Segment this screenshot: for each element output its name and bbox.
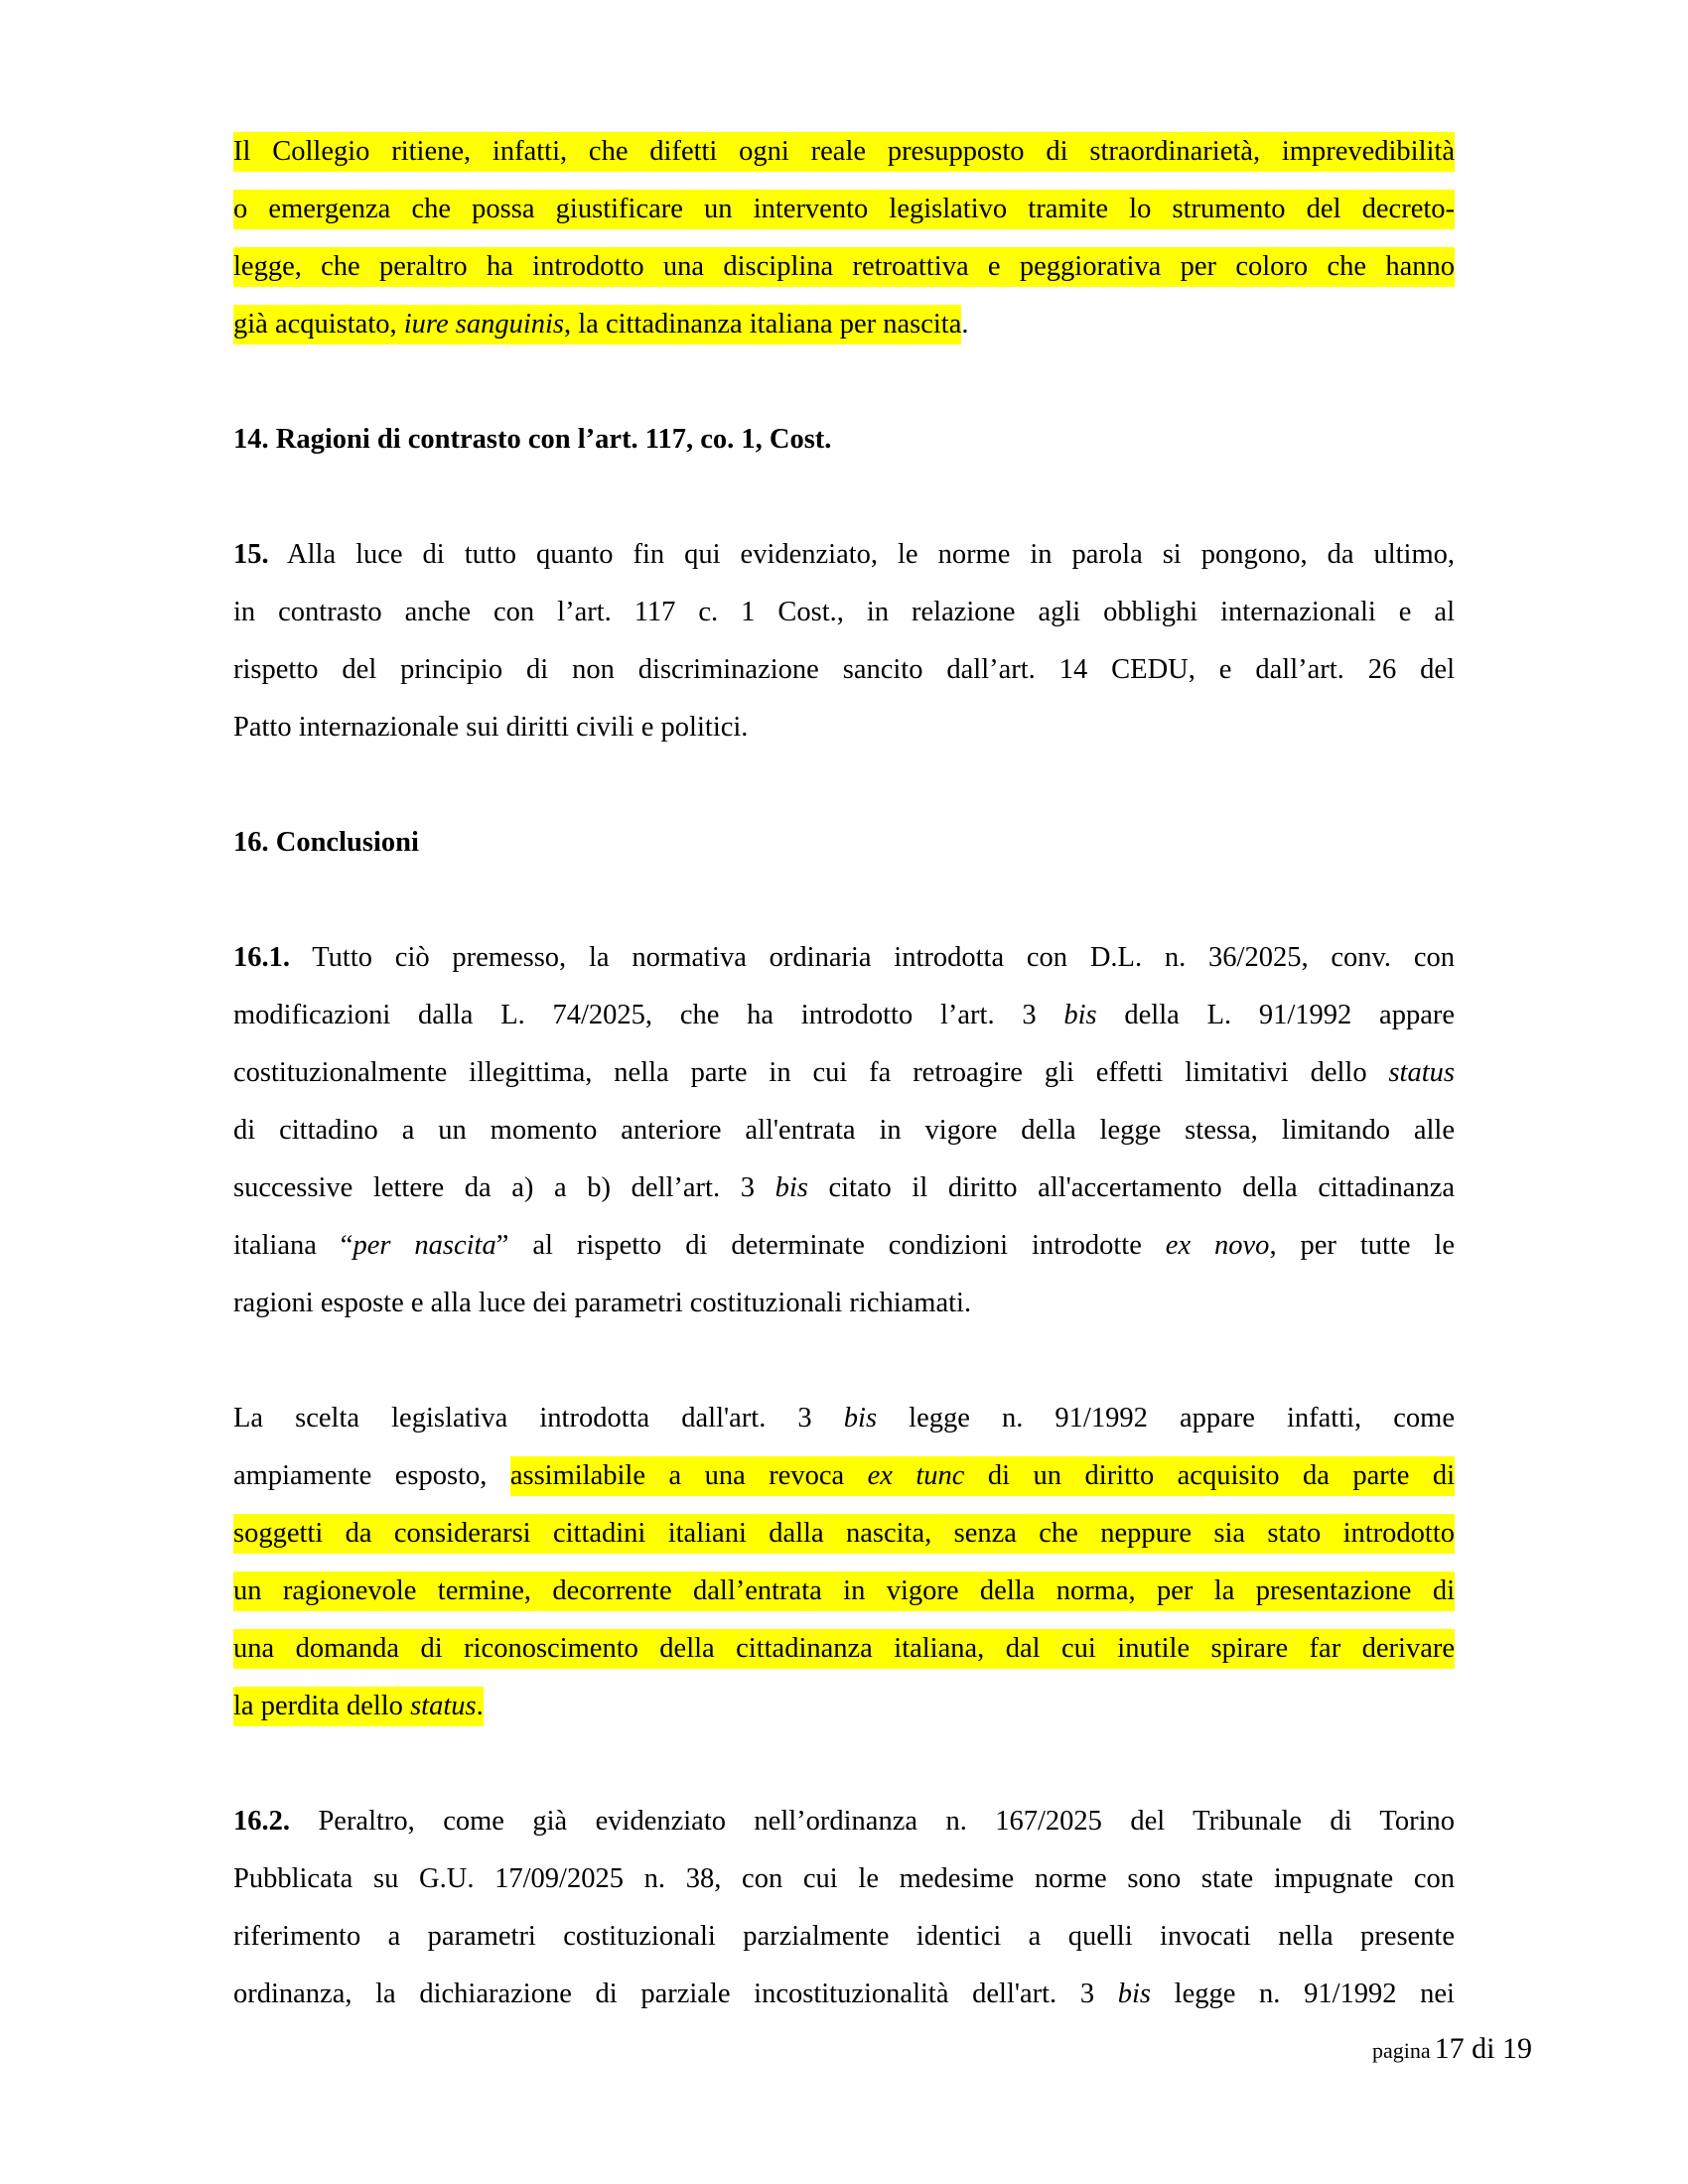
highlighted-text: status [410,1687,477,1726]
highlighted-text: iure sanguinis [404,305,564,344]
text-segment: 14. Ragioni di contrasto con l’art. 117, co. 1, Cost. [233,424,832,455]
text-line [233,641,1455,699]
text-segment: riferimento a parametri costituzionali parzialmente identici a quelli invocati nella presente [233,1921,1455,1952]
text-segment: bis [1063,1000,1097,1030]
highlighted-text: la perdita dello [233,1687,410,1726]
highlighted-text: . [477,1687,484,1726]
text-line [233,123,1455,181]
text-segment: modificazioni dalla L. 74/2025, che ha introdotto l’art. 3 [233,1000,1064,1030]
text-segment: , per tutte le [1269,1230,1455,1261]
paragraph-16-2 [233,1793,1455,2023]
text-segment: bis [1117,1979,1152,2009]
text-segment: ex novo [1165,1230,1270,1261]
text-line [233,1102,1455,1160]
text-line [233,1217,1455,1275]
highlighted-text: soggetti da considerarsi cittadini italiani dalla nascita, senza che neppure sia stato introdotto [233,1514,1455,1554]
highlighted-text: Il Collegio ritiene, infatti, che difetti ogni reale presupposto di straordinarietà, imprevedibilità [233,132,1455,172]
text-line [233,929,1455,987]
text-line [233,1505,1455,1563]
text-segment: della L. 91/1992 appare [1096,1000,1455,1030]
text-line [233,1620,1455,1678]
text-line [233,1160,1455,1217]
text-segment: ragioni esposte e alla luce dei parametri costituzionali richiamati. [233,1288,972,1318]
text-line [233,699,1455,756]
highlighted-text: un ragionevole termine, decorrente dall’entrata in vigore della norma, per la presentazione di [233,1571,1455,1611]
heading-14 [233,411,1455,469]
text-line [233,1908,1455,1966]
text-segment: citato il diritto all'accertamento della cittadinanza [807,1172,1455,1203]
paragraph-intro-highlighted [233,123,1455,353]
footer-label: pagina [1372,2038,1431,2063]
text-segment: bis [774,1172,808,1203]
highlighted-text: una domanda di riconoscimento della cittadinanza italiana, dal cui inutile spirare far derivare [233,1629,1455,1669]
text-segment: La scelta legislativa introdotta dall'art. 3 [233,1403,844,1433]
text-line [233,814,1455,872]
page-footer [1372,2029,1532,2074]
text-segment: bis [843,1403,878,1433]
text-segment: legge n. 91/1992 appare infatti, come [877,1403,1455,1433]
text-segment: ampiamente esposto, [233,1460,510,1491]
text-line [233,1044,1455,1102]
text-segment: per nascita [352,1230,496,1261]
text-segment: in contrasto anche con l’art. 117 c. 1 Cost., in relazione agli obblighi internazionali e al [233,597,1455,627]
paragraph-la-scelta [233,1390,1455,1735]
text-segment: italiana “ [233,1230,353,1261]
text-line [233,526,1455,584]
text-line [233,1793,1455,1850]
text-line [233,1678,1455,1735]
paragraph-15 [233,526,1455,756]
highlighted-text: già acquistato, [233,305,404,344]
text-segment: ordinanza, la dichiarazione di parziale incostituzionalità dell'art. 3 [233,1979,1118,2009]
text-segment: . [961,309,969,340]
text-segment: Peraltro, come già evidenziato nell’ordinanza n. 167/2025 del Tribunale di Torino [290,1806,1455,1837]
text-segment: 16.1. [233,942,290,973]
text-line [233,181,1455,238]
text-segment: Alla luce di tutto quanto fin qui evidenziato, le norme in parola si pongono, da ultimo, [268,539,1455,570]
highlighted-text: , la cittadinanza italiana per nascita [564,305,961,344]
paragraph-16-1 [233,929,1455,1332]
text-segment: legge n. 91/1992 nei [1151,1979,1455,2009]
text-segment: 15. [233,539,269,570]
text-segment: 16.2. [233,1806,290,1837]
heading-16 [233,814,1455,872]
text-line [233,1850,1455,1908]
text-line [233,411,1455,469]
footer-page-value: 17 di 19 [1434,2032,1532,2065]
text-line [233,1966,1455,2023]
text-segment: ” al rispetto di determinate condizioni introdotte [495,1230,1166,1261]
highlighted-text: ex tunc [868,1456,965,1496]
text-segment: Patto internazionale sui diritti civili e politici. [233,712,749,743]
highlighted-text: legge, che peraltro ha introdotto una disciplina retroattiva e peggiorativa per coloro che hanno [233,247,1455,287]
text-segment: 16. Conclusioni [233,827,419,858]
highlighted-text: assimilabile a una revoca [510,1456,868,1496]
document-body [233,123,1455,2023]
text-line [233,238,1455,296]
text-segment: status [1388,1057,1455,1088]
text-line [233,584,1455,641]
text-segment: Tutto ciò premesso, la normativa ordinaria introdotta con D.L. n. 36/2025, conv. con [290,942,1455,973]
footer-page-number [1435,2032,1532,2065]
text-segment: costituzionalmente illegittima, nella parte in cui fa retroagire gli effetti limitativi dello [233,1057,1389,1088]
text-line [233,1447,1455,1505]
text-line [233,1390,1455,1447]
text-line [233,987,1455,1044]
highlighted-text: o emergenza che possa giustificare un intervento legislativo tramite lo strumento del decreto- [233,190,1455,229]
text-segment: di cittadino a un momento anteriore all'entrata in vigore della legge stessa, limitando alle [233,1115,1455,1146]
text-segment: rispetto del principio di non discriminazione sancito dall’art. 14 CEDU, e dall’art. 26 del [233,654,1455,685]
text-segment: successive lettere da a) a b) dell’art. 3 [233,1172,775,1203]
text-segment: Pubblicata su G.U. 17/09/2025 n. 38, con cui le medesime norme sono state impugnate con [233,1863,1455,1894]
text-line [233,1275,1455,1332]
text-line [233,1563,1455,1620]
text-line [233,296,1455,353]
highlighted-text: di un diritto acquisito da parte di [964,1456,1455,1496]
